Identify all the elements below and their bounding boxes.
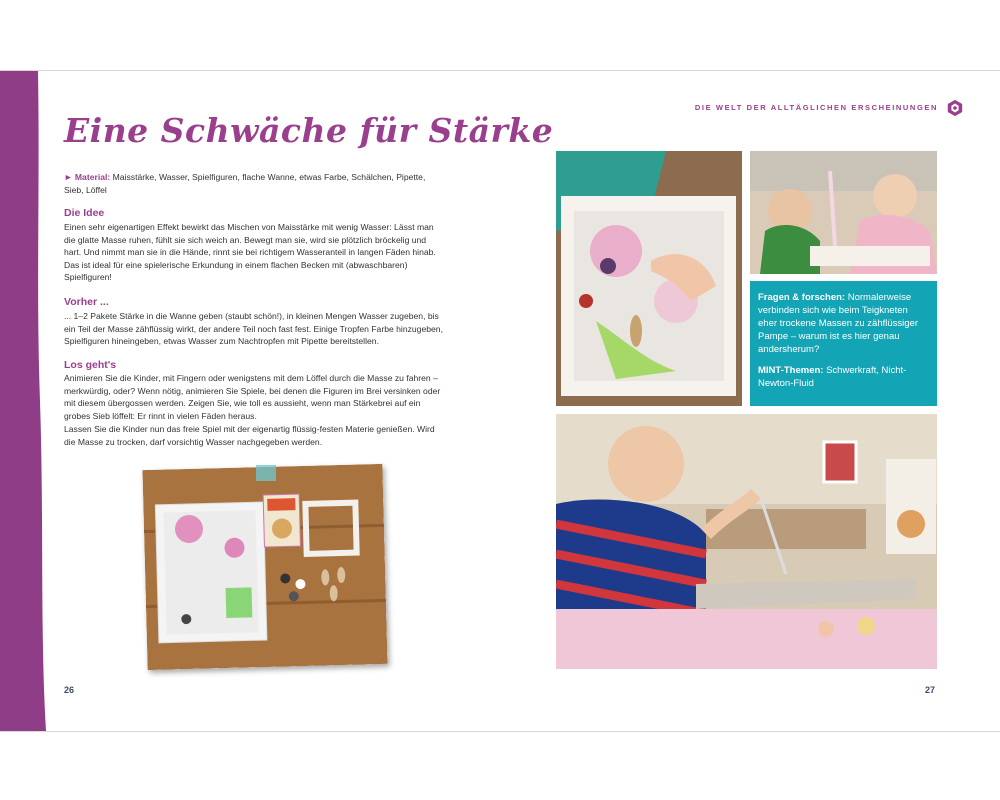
- info-label-fragen: Fragen & forschen:: [758, 292, 846, 303]
- vorher-text: ... 1–2 Pakete Stärke in die Wanne geben (staubt schön!), in kleinen Mengen Wasser zugeben, bis ein Teil der Masse zähflüssig wirkt, der andere Teil noch fast fest. Einige Tropfen Farbe hinzugeben, Spielfiguren hineingeben, etwas Wasser zum Nachtropfen mit Pipette bereitstellen.: [64, 311, 443, 347]
- page-number-left: 26: [64, 685, 75, 695]
- los-heading: Los geht's: [64, 359, 117, 371]
- material-text: Maisstärke, Wasser, Spielfiguren, flache Wanne, etwas Farbe, Schälchen, Pipette, Sieb, Löffel: [64, 172, 426, 195]
- idee-text: Einen sehr eigenartigen Effekt bewirkt das Mischen von Maisstärke mit wenig Wasser: Lässt man die glatte Masse ruhen, fühlt sie sich weich an. Bewegt man sie, wird sie plötzlich bröckelig und hart. Und nimmt man sie in die Hände, rinnt sie bei richtigem Wasseranteil in langen Fäden hinab. Das ist ideal für eine spielerische Erkundung in einem flachen Becken mit (abwaschbaren) Spielfiguren!: [64, 222, 436, 283]
- photo-children-pouring: [750, 151, 937, 274]
- page-title: Eine Schwäche für Stärke: [64, 111, 554, 150]
- hexagon-emblem-icon: [946, 99, 964, 117]
- photo-hands-in-tray: [556, 151, 742, 406]
- los-text-2: Lassen Sie die Kinder nun das freie Spiel mit der eigenartig flüssig-festen Materie genießen. Wird die Masse zu trocken, darf vorsichtig Wasser nachgegeben werden.: [64, 424, 435, 447]
- material-label: ► Material:: [64, 172, 111, 182]
- page-number-right: 27: [925, 685, 936, 695]
- decorative-band: [0, 71, 60, 731]
- info-text-fragen: Normalerweise verbinden sich wie beim Teigkneten eher trockene Massen zu zähflüssiger Pampe – warum ist es hier genau andersherum?: [758, 292, 918, 355]
- info-fragen: [758, 291, 929, 356]
- material-paragraph: [64, 171, 444, 196]
- book-spread: [0, 70, 1000, 732]
- los-text-1: Animieren Sie die Kinder, mit Fingern oder wenigstens mit dem Löffel durch die Masse zu fahren – merkwürdig, oder? Wenn nötig, animieren Sie Spiele, bei denen die Figuren im Brei versinken oder mit diesem übergossen werden. Zeigen Sie, wie toll es aussieht, wenn man Stärkebrei auf ein grobes Sieb löffelt: Er rinnt in vielen Fäden heraus.: [64, 373, 441, 421]
- info-box: [750, 281, 937, 406]
- tape-strip: [256, 465, 276, 481]
- vorher-heading: Vorher ...: [64, 296, 109, 308]
- info-text-mint: Schwerkraft, Nicht-Newton-Fluid: [758, 365, 907, 389]
- idee-heading: Die Idee: [64, 207, 105, 219]
- info-mint: [758, 364, 929, 390]
- running-head: DIE WELT DER ALLTÄGLICHEN ERSCHEINUNGEN: [694, 103, 938, 112]
- photo-boy-with-pipette: [556, 414, 937, 669]
- materials-photo: [142, 464, 387, 670]
- info-label-mint: MINT-Themen:: [758, 365, 824, 376]
